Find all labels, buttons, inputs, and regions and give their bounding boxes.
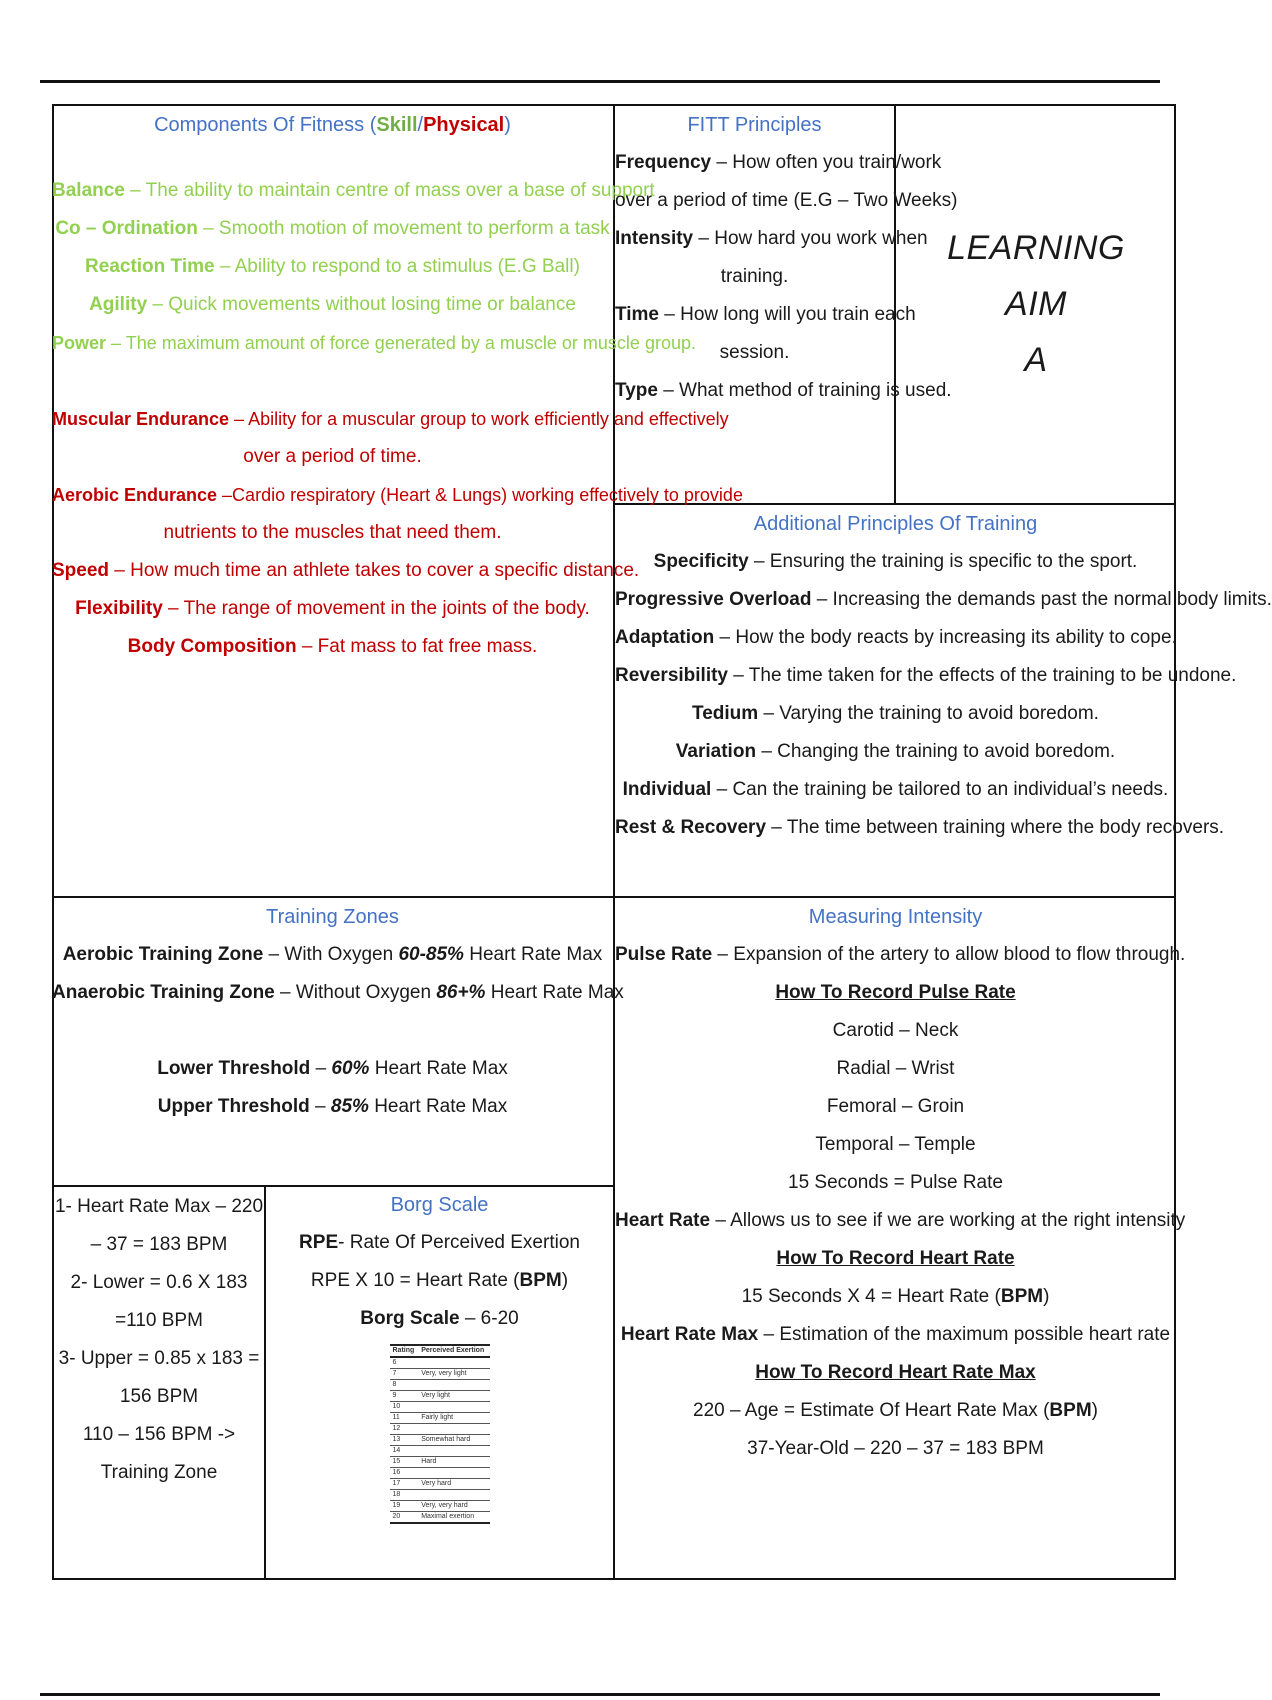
- list-item: Aerobic Endurance –Cardio respiratory (Heart & Lungs) working effectively to provide: [52, 485, 743, 505]
- rpe-formula: RPE X 10 = Heart Rate (BPM): [310, 1270, 569, 1291]
- table-cell: 18: [390, 1490, 419, 1501]
- table-cell: [418, 1402, 489, 1413]
- table-cell: [418, 1357, 489, 1369]
- list-item: Co – Ordination – Smooth motion of movement to perform a task: [55, 218, 610, 239]
- borg-title: Borg Scale: [390, 1194, 489, 1216]
- table-cell: Somewhat hard: [418, 1435, 489, 1446]
- list-item: 1- Heart Rate Max – 220: [54, 1196, 264, 1217]
- table-cell: Maximal exertion: [418, 1512, 489, 1524]
- table-row: [390, 1369, 490, 1380]
- list-item: Variation – Changing the training to avoid boredom.: [675, 741, 1116, 762]
- table-cell: Hard: [418, 1457, 489, 1468]
- heart-rate-calculation: [54, 1188, 264, 1492]
- table-row: [390, 1357, 490, 1369]
- list-item: 156 BPM: [119, 1386, 199, 1407]
- table-cell: 10: [390, 1402, 419, 1413]
- fitt-title: FITT Principles: [687, 114, 822, 136]
- table-cell: 16: [390, 1468, 419, 1479]
- measuring-title: Measuring Intensity: [808, 906, 983, 928]
- learning-aim-line3: A: [1024, 341, 1048, 379]
- table-row: [390, 1468, 490, 1479]
- list-item: nutrients to the muscles that need them.: [163, 522, 502, 543]
- list-item: 2- Lower = 0.6 X 183: [70, 1272, 248, 1293]
- table-row: [390, 1413, 490, 1424]
- list-item: Tedium – Varying the training to avoid boredom.: [692, 703, 1099, 724]
- list-item: 15 Seconds = Pulse Rate: [788, 1172, 1003, 1193]
- lower-threshold: Lower Threshold – 60% Heart Rate Max: [157, 1058, 508, 1079]
- list-item: over a period of time (E.G – Two Weeks): [615, 190, 958, 211]
- list-item: Power – The maximum amount of force generated by a muscle or muscle group.: [52, 333, 696, 353]
- table-cell: 9: [390, 1391, 419, 1402]
- heart-rate-heading: How To Record Heart Rate: [776, 1248, 1015, 1269]
- table-row: [390, 1446, 490, 1457]
- upper-threshold: Upper Threshold – 85% Heart Rate Max: [157, 1096, 508, 1117]
- list-item: Training Zone: [100, 1462, 218, 1483]
- heart-rate-max-definition: Heart Rate Max – Estimation of the maximum possible heart rate: [620, 1324, 1171, 1345]
- table-cell: 13: [390, 1435, 419, 1446]
- list-item: Individual – Can the training be tailored to an individual’s needs.: [622, 779, 1169, 800]
- skill-components-list: [52, 172, 696, 362]
- table-cell: Very light: [418, 1391, 489, 1402]
- pulse-rate-definition: Pulse Rate – Expansion of the artery to allow blood to flow through.: [615, 944, 1186, 965]
- list-item: Rest & Recovery – The time between training where the body recovers.: [615, 817, 1225, 838]
- table-cell: Very, very light: [418, 1369, 489, 1380]
- list-item: Muscular Endurance – Ability for a muscular group to work efficiently and effectively: [52, 409, 729, 429]
- additional-title: Additional Principles Of Training: [753, 513, 1038, 535]
- top-rule: [40, 80, 1160, 83]
- physical-components-list: [52, 400, 743, 666]
- heart-rate-max-formula: 220 – Age = Estimate Of Heart Rate Max (BPM): [693, 1400, 1098, 1421]
- borg-scale-section: [266, 1188, 613, 1524]
- components-of-fitness-section: [52, 108, 743, 666]
- list-item: Radial – Wrist: [836, 1058, 955, 1079]
- list-item: Balance – The ability to maintain centre of mass over a base of support: [52, 180, 655, 201]
- table-cell: Very hard: [418, 1479, 489, 1490]
- table-cell: 19: [390, 1501, 419, 1512]
- list-item: Agility – Quick movements without losing time or balance: [89, 294, 576, 315]
- list-item: Adaptation – How the body reacts by increasing its ability to cope.: [615, 627, 1177, 648]
- table-header-row: Rating Perceived Exertion: [390, 1345, 490, 1357]
- table-cell: Fairly light: [418, 1413, 489, 1424]
- table-row: [390, 1512, 490, 1524]
- list-item: over a period of time.: [243, 446, 422, 467]
- table-cell: 15: [390, 1457, 419, 1468]
- table-cell: 17: [390, 1479, 419, 1490]
- list-item: – 37 = 183 BPM: [90, 1234, 228, 1255]
- list-item: Frequency – How often you train/work: [615, 152, 942, 173]
- heart-rate-formula: 15 Seconds X 4 = Heart Rate (BPM): [741, 1286, 1050, 1307]
- measuring-intensity-section: [615, 900, 1186, 1468]
- table-row: [390, 1424, 490, 1435]
- table-cell: 14: [390, 1446, 419, 1457]
- borg-range: Borg Scale – 6-20: [360, 1308, 519, 1329]
- table-cell: 6: [390, 1357, 419, 1369]
- grid-divider-left-lower: [52, 1185, 614, 1187]
- table-cell: [418, 1380, 489, 1391]
- list-item: Intensity – How hard you work when: [615, 228, 928, 249]
- table-row: [390, 1479, 490, 1490]
- list-item: training.: [720, 266, 789, 287]
- table-cell: [418, 1468, 489, 1479]
- heart-rate-definition: Heart Rate – Allows us to see if we are working at the right intensity: [615, 1210, 1186, 1231]
- table-row: [390, 1501, 490, 1512]
- training-zones-section: [52, 900, 624, 1126]
- borg-scale-table: [390, 1344, 490, 1524]
- table-cell: [418, 1446, 489, 1457]
- table-row: [390, 1457, 490, 1468]
- list-item: 110 – 156 BPM ->: [82, 1424, 236, 1445]
- table-row: [390, 1380, 490, 1391]
- pulse-rate-heading: How To Record Pulse Rate: [775, 982, 1016, 1003]
- bottom-rule: [40, 1693, 1160, 1696]
- table-row: [390, 1402, 490, 1413]
- grid-divider-middle: [52, 896, 1176, 898]
- learning-aim-line2: AIM: [1005, 285, 1067, 323]
- additional-principles-section: [615, 507, 1272, 847]
- table-cell: 7: [390, 1369, 419, 1380]
- table-row: [390, 1391, 490, 1402]
- table-cell: [418, 1490, 489, 1501]
- table-row: [390, 1490, 490, 1501]
- list-item: Temporal – Temple: [815, 1134, 976, 1155]
- heart-rate-max-heading: How To Record Heart Rate Max: [755, 1362, 1036, 1383]
- table-cell: 11: [390, 1413, 419, 1424]
- list-item: Progressive Overload – Increasing the demands past the normal body limits.: [615, 589, 1272, 610]
- list-item: Specificity – Ensuring the training is specific to the sport.: [653, 551, 1138, 572]
- list-item: session.: [719, 342, 790, 363]
- aerobic-zone: Aerobic Training Zone – With Oxygen 60-85% Heart Rate Max: [62, 944, 603, 965]
- fitt-principles-section: [615, 108, 958, 410]
- table-cell: 12: [390, 1424, 419, 1435]
- list-item: Reversibility – The time taken for the effects of the training to be undone.: [615, 665, 1237, 686]
- list-item: Flexibility – The range of movement in the joints of the body.: [75, 598, 590, 619]
- list-item: Body Composition – Fat mass to fat free mass.: [127, 636, 538, 657]
- list-item: Speed – How much time an athlete takes to cover a specific distance.: [52, 560, 640, 581]
- list-item: 3- Upper = 0.85 x 183 =: [58, 1348, 260, 1369]
- list-item: Type – What method of training is used.: [615, 380, 952, 401]
- learning-aim-section: [896, 220, 1176, 388]
- table-cell: [418, 1424, 489, 1435]
- components-title: Components Of Fitness (Skill/Physical): [154, 114, 511, 136]
- table-cell: 20: [390, 1512, 419, 1524]
- list-item: Time – How long will you train each: [615, 304, 916, 325]
- anaerobic-zone: Anaerobic Training Zone – Without Oxygen 86+% Heart Rate Max: [52, 982, 624, 1003]
- list-item: Reaction Time – Ability to respond to a stimulus (E.G Ball): [85, 256, 580, 277]
- rpe-definition: RPE- Rate Of Perceived Exertion: [299, 1232, 580, 1253]
- list-item: Carotid – Neck: [832, 1020, 959, 1041]
- learning-aim-line1: LEARNING: [947, 229, 1125, 267]
- list-item: =110 BPM: [115, 1310, 203, 1331]
- heart-rate-max-example: 37-Year-Old – 220 – 37 = 183 BPM: [747, 1438, 1044, 1459]
- table-cell: Very, very hard: [418, 1501, 489, 1512]
- table-row: [390, 1435, 490, 1446]
- training-zones-title: Training Zones: [266, 906, 399, 928]
- list-item: Femoral – Groin: [826, 1096, 965, 1117]
- table-cell: 8: [390, 1380, 419, 1391]
